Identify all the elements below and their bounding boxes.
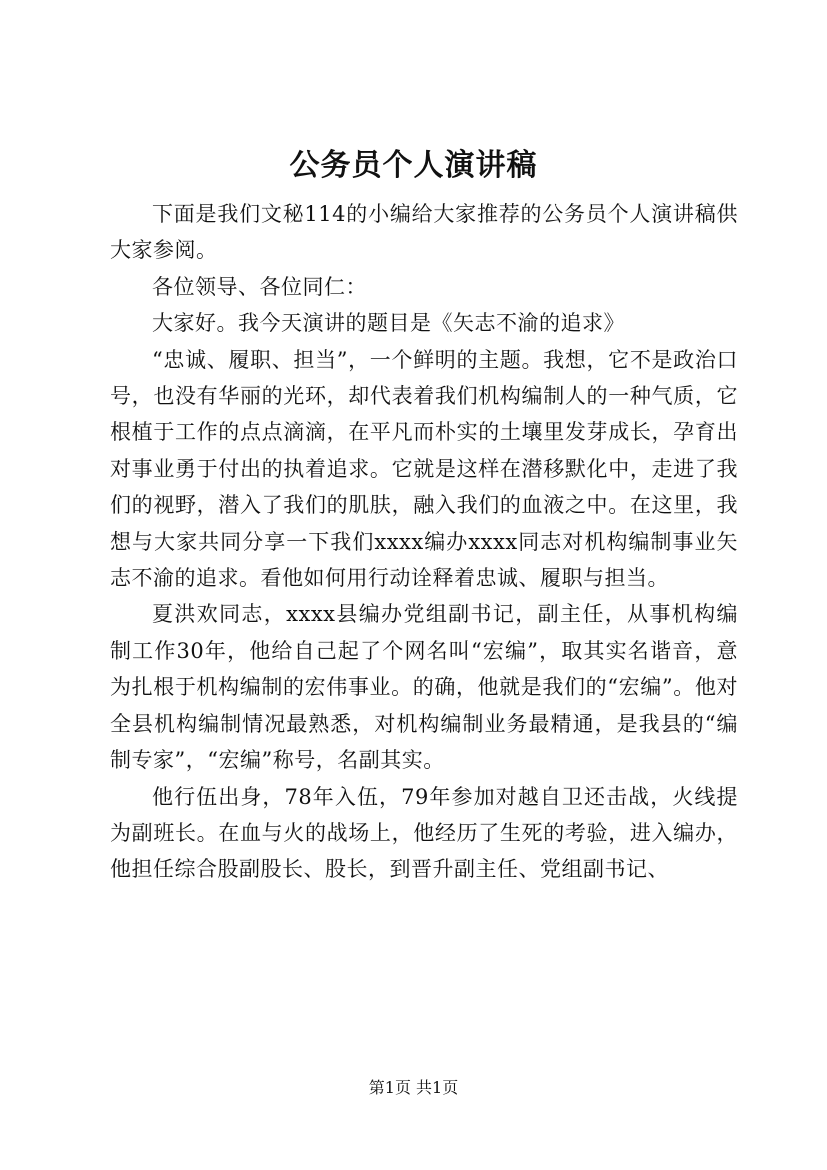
paragraph-intro: 下面是我们文秘114的小编给大家推荐的公务员个人演讲稿供大家参阅。 (110, 202, 738, 263)
paragraph-salutation: 各位领导、各位同仁： (152, 274, 367, 299)
document-body (110, 196, 738, 888)
paragraph-profile: 夏洪欢同志，xxxx县编办党组副书记，副主任，从事机构编制工作30年，他给自己起了个网名叫“宏编”，取其实名谐音，意为扎根于机构编制的宏伟事业。的确，他就是我们的“宏编”。他对全县机构编制情况最熟悉，对机构编制业务最精通，是我县的“编制专家”，“宏编”称号，名副其实。 (110, 602, 738, 773)
paragraph-greeting: 大家好。我今天演讲的题目是《矢志不渝的追求》 (152, 311, 625, 336)
paragraph-theme: “忠诚、履职、担当”，一个鲜明的主题。我想，它不是政治口号，也没有华丽的光环，却代表着我们机构编制人的一种气质，它根植于工作的点点滴滴，在平凡而朴实的土壤里发芽成长，孕育出对事业勇于付出的执着追求。它就是这样在潜移默化中，走进了我们的视野，潜入了我们的肌肤，融入我们的血液之中。在这里，我想与大家共同分享一下我们xxxx编办xxxx同志对机构编制事业矢志不渝的追求。看他如何用行动诠释着忠诚、履职与担当。 (110, 347, 738, 591)
page-number-footer: 第1页 共1页 (368, 1078, 459, 1097)
document-title: 公务员个人演讲稿 (289, 148, 538, 183)
paragraph-background: 他行伍出身，78年入伍，79年参加对越自卫还击战，火线提为副班长。在血与火的战场上，他经历了生死的考验，进入编办，他担任综合股副股长、股长，到晋升副主任、党组副书记、 (110, 784, 738, 882)
